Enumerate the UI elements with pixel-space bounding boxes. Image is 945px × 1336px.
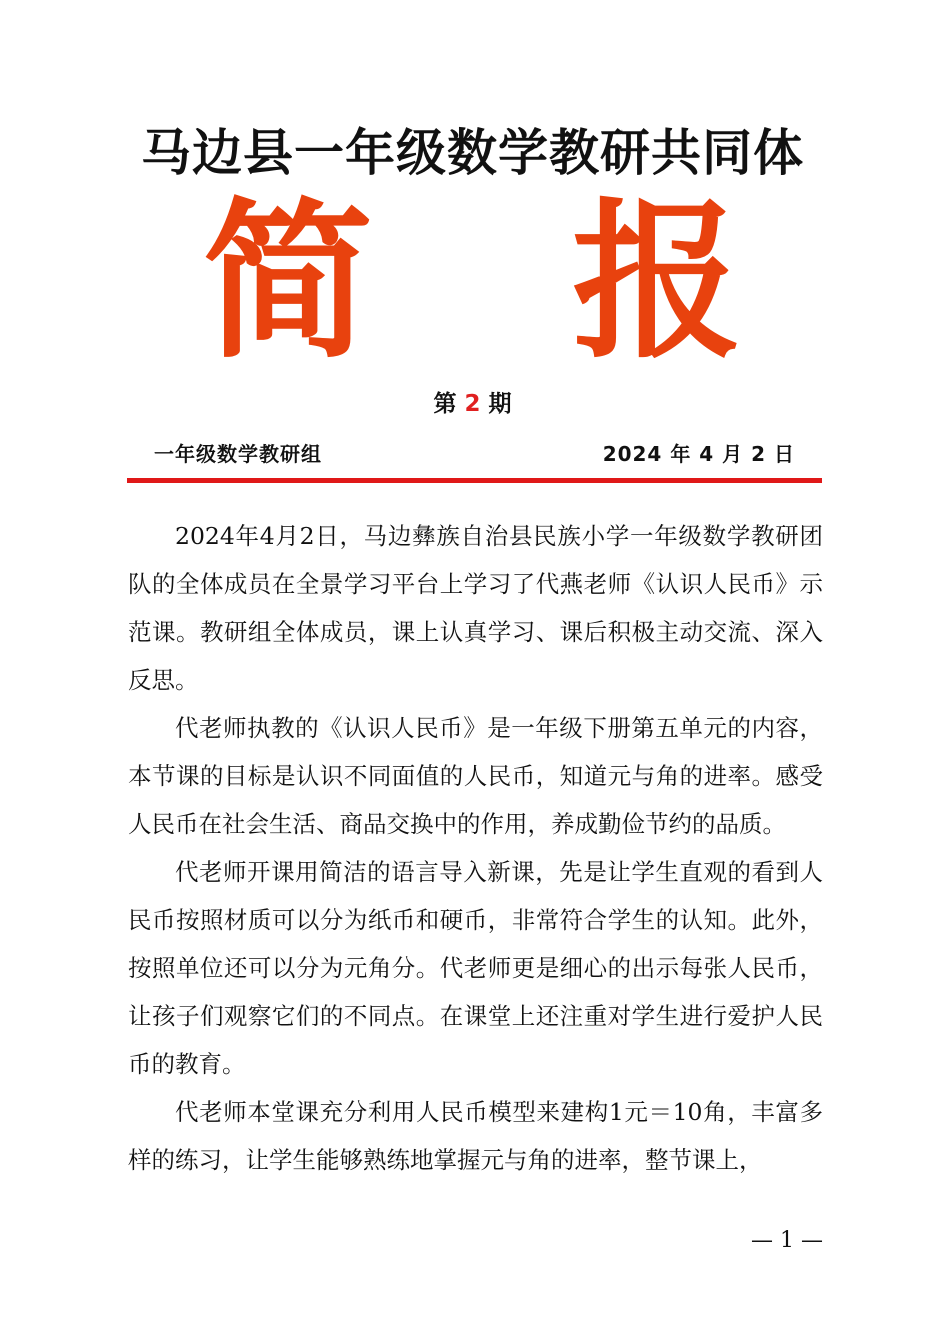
paragraph: 代老师开课用简洁的语言导入新课，先是让学生直观的看到人民币按照材质可以分为纸币和硬币，非常符合学生的认知。此外，按照单位还可以分为元角分。代老师更是细心的出示每张人民币，让孩子们观察它们的不同点。在课堂上还注重对学生进行爱护人民币的教育。 — [128, 858, 823, 1078]
paragraph: 代老师本堂课充分利用人民币模型来建构1元＝10角，丰富多样的练习，让学生能够熟练地掌握元与角的进率，整节课上， — [128, 1098, 823, 1174]
red-divider — [127, 478, 822, 483]
issue-line — [0, 386, 945, 422]
paragraph: 代老师执教的《认识人民币》是一年级下册第五单元的内容，本节课的目标是认识不同面值的人民币，知道元与角的进率。感受人民币在社会生活、商品交换中的作用，养成勤俭节约的品质。 — [128, 714, 823, 838]
issue-prefix: 第 — [433, 391, 457, 417]
group-name: 一年级数学教研组 — [154, 442, 322, 466]
article-body — [128, 512, 823, 1184]
paragraph: 2024年4月2日，马边彝族自治县民族小学一年级数学教研团队的全体成员在全景学习平台上学习了代燕老师《认识人民币》示范课。教研组全体成员，课上认真学习、课后积极主动交流、深入反思。 — [128, 522, 823, 694]
organization-title: 马边县一年级数学教研共同体 — [141, 124, 804, 182]
issue-number: 2 — [464, 391, 481, 417]
issue-suffix: 期 — [488, 391, 512, 417]
bulletin-title: 简 报 — [202, 184, 813, 382]
page-number: — 1 — — [751, 1228, 823, 1253]
publish-date: 2024 年 4 月 2 日 — [602, 442, 795, 466]
